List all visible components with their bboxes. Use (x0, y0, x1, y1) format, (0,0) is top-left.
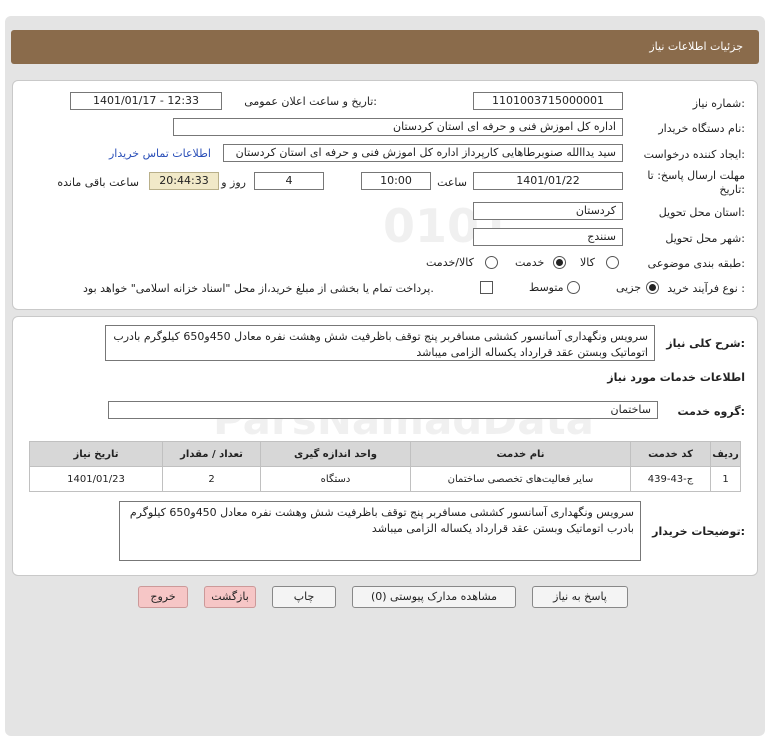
buyer-org-field: اداره کل اموزش فنی و حرفه ای استان کردستان (173, 118, 623, 136)
cell-quantity: 2 (163, 467, 261, 492)
service-group-field: ساختمان (108, 401, 658, 419)
page-title: جزئیات اطلاعات نیاز (649, 40, 743, 53)
watermark-text: ParsNamadData (213, 395, 594, 444)
city-field: سنندج (473, 228, 623, 246)
col-unit: واحد اندازه گیری (261, 442, 411, 467)
remaining-time-field: 20:44:33 (149, 172, 219, 190)
deadline-date-label: تاریخ: (719, 183, 745, 196)
need-number-field: 1101003715000001 (473, 92, 623, 110)
page-header (11, 30, 759, 64)
back-button[interactable]: بازگشت (204, 586, 256, 608)
province-label: استان محل تحویل: (658, 206, 745, 219)
cell-service-code: ج-43-439 (631, 467, 711, 492)
category-service-radio[interactable] (553, 256, 566, 269)
need-number-label: شماره نیاز: (692, 97, 745, 110)
process-minor-radio[interactable] (646, 281, 659, 294)
province-field: کردستان (473, 202, 623, 220)
cell-need-date: 1401/01/23 (30, 467, 163, 492)
services-section-title: اطلاعات خدمات مورد نیاز (607, 371, 745, 384)
deadline-label: مهلت ارسال پاسخ: تا (647, 169, 745, 182)
deadline-date-field: 1401/01/22 (473, 172, 623, 190)
days-label: روز و (221, 176, 246, 189)
view-attachments-button[interactable]: مشاهده مدارک پیوستی (0) (352, 586, 516, 608)
col-service-name: نام خدمت (411, 442, 631, 467)
col-service-code: کد خدمت (631, 442, 711, 467)
col-quantity: تعداد / مقدار (163, 442, 261, 467)
category-goods-radio[interactable] (606, 256, 619, 269)
city-label: شهر محل تحویل: (665, 232, 745, 245)
deadline-time-label: ساعت (437, 176, 467, 189)
category-goods-service-label: کالا/خدمت (426, 256, 474, 269)
exit-button[interactable]: خروج (138, 586, 188, 608)
category-goods-label: کالا (580, 256, 595, 269)
reply-button[interactable]: پاسخ به نیاز (532, 586, 628, 608)
services-panel (12, 316, 758, 576)
creator-label: ایجاد کننده درخواست: (643, 148, 745, 161)
process-medium-label: متوسط (529, 281, 564, 294)
table-header-row (30, 442, 741, 467)
creator-field: سید یداالله صنوبرطاهایی کارپرداز اداره کل اموزش فنی و حرفه ای استان کردستان (223, 144, 623, 162)
table-row (30, 467, 741, 492)
category-label: طبقه بندی موضوعی: (647, 257, 745, 270)
announce-date-field: 1401/01/17 - 12:33 (70, 92, 222, 110)
print-button[interactable]: چاپ (272, 586, 336, 608)
process-type-label: نوع فرآیند خرید : (667, 282, 745, 295)
remaining-time-label: ساعت باقی مانده (57, 176, 139, 189)
category-goods-service-radio[interactable] (485, 256, 498, 269)
cell-row-number: 1 (711, 467, 741, 492)
watermark-logo: 0101 (383, 199, 512, 253)
buyer-org-label: نام دستگاه خریدار: (658, 122, 745, 135)
announce-date-label: تاریخ و ساعت اعلان عمومی: (244, 95, 377, 108)
cell-service-name: سایر فعالیت‌های تخصصی ساختمان (411, 467, 631, 492)
buyer-notes-text: سرویس ونگهداری آسانسور کششی مسافربر پنج توقف باظرفیت شش وهشت نفره معادل 450و650 کیلوگرم بادرب اتوماتیک وبستن عقد قرارداد یکساله الزامی میباشد (119, 501, 641, 561)
process-minor-label: جزیی (616, 281, 642, 294)
need-details-panel (12, 80, 758, 310)
deadline-time-field: 10:00 (361, 172, 431, 190)
cell-unit: دستگاه (261, 467, 411, 492)
description-text: سرویس ونگهداری آسانسور کششی مسافربر پنج توقف باظرفیت شش وهشت نفره معادل 450و650 کیلوگرم بادرب اتوماتیک وبستن عقد قرارداد یکساله الزامی میباشد (105, 325, 655, 361)
buyer-notes-label: توضیحات خریدار: (652, 525, 745, 538)
services-table (29, 441, 741, 492)
buyer-contact-link[interactable]: اطلاعات تماس خریدار (109, 147, 211, 160)
treasury-payment-note: پرداخت تمام یا بخشی از مبلغ خرید،از محل "اسناد خزانه اسلامی" خواهد بود. (83, 282, 434, 295)
treasury-payment-checkbox[interactable] (480, 281, 493, 294)
col-row-number: ردیف (711, 442, 741, 467)
category-service-label: خدمت (515, 256, 545, 269)
days-remaining-field: 4 (254, 172, 324, 190)
process-medium-radio[interactable] (567, 281, 580, 294)
col-need-date: تاریخ نیاز (30, 442, 163, 467)
description-label: شرح کلی نیاز: (666, 337, 745, 350)
service-group-label: گروه خدمت: (677, 405, 745, 418)
